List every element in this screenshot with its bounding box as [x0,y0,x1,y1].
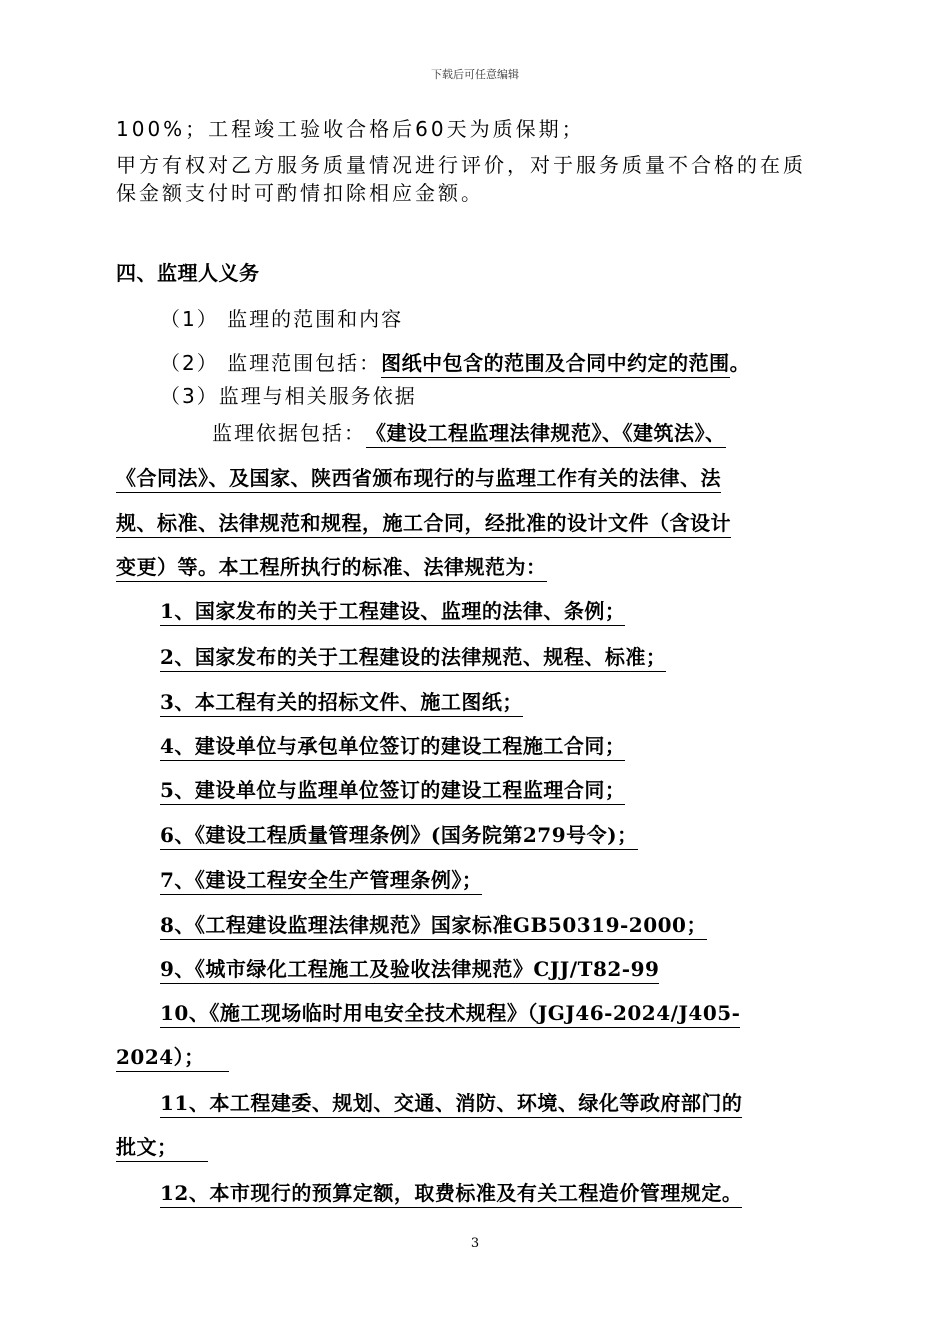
standard-item [160,1000,740,1028]
basis-prefix: 监理依据包括： [212,421,366,445]
text-line: 甲方有权对乙方服务质量情况进行评价，对于服务质量不合格的在质 [116,153,806,177]
standard-item [160,733,625,761]
underlined-text: 3、本工程有关的招标文件、施工图纸； [160,689,523,717]
underlined-text: 11、本工程建委、规划、交通、消防、环境、绿化等政府部门的 [160,1090,742,1118]
underlined-text: 8、《工程建设监理法律规范》国家标准GB50319-2000； [160,912,707,940]
page-number: 3 [470,1236,480,1251]
standard-item-continued [116,1134,208,1162]
list-item: （1） 监理的范围和内容 [160,307,404,331]
underlined-text: 12、本市现行的预算定额，取费标准及有关工程造价管理规定。 [160,1180,742,1208]
paragraph-line [116,465,721,493]
underlined-text: 5、建设单位与监理单位签订的建设工程监理合同； [160,777,625,805]
list-item [160,350,750,378]
standard-item-continued [116,1044,229,1072]
item-suffix: 。 [729,351,751,375]
standard-item [160,1180,742,1208]
paragraph-line [212,420,726,448]
standard-item [160,598,625,626]
underlined-text: 批文； [116,1134,208,1162]
underlined-text: 9、《城市绿化工程施工及验收法律规范》CJJ/T82-99 [160,956,659,984]
underlined-text: 《建设工程监理法律规范》、《建筑法》、 [366,420,726,448]
standard-item [160,777,625,805]
text-line: 100%；工程竣工验收合格后60天为质保期； [116,117,585,141]
page-header: 下载后可任意编辑 [431,68,519,81]
underlined-text: 6、《建设工程质量管理条例》(国务院第279号令)； [160,822,638,850]
underlined-text: 2、国家发布的关于工程建设的法律规范、规程、标准； [160,644,666,672]
text-line: 保金额支付时可酌情扣除相应金额。 [116,181,484,205]
underlined-text: 10、《施工现场临时用电安全技术规程》（JGJ46-2024/J405- [160,1000,740,1028]
paragraph-line [116,510,731,538]
paragraph-line [116,554,547,582]
standard-item [160,1090,742,1118]
standard-item [160,956,659,984]
underlined-text: 2024）； [116,1044,229,1072]
underlined-text: 图纸中包含的范围及合同中约定的范围 [381,350,730,378]
standard-item [160,867,482,895]
standard-item [160,912,707,940]
underlined-text: 规、标准、法律规范和规程，施工合同，经批准的设计文件（含设计 [116,510,731,538]
underlined-text: 《合同法》、及国家、陕西省颁布现行的与监理工作有关的法律、法 [116,465,721,493]
standard-item [160,644,666,672]
standard-item [160,689,523,717]
underlined-text: 变更）等。本工程所执行的标准、法律规范为： [116,554,547,582]
underlined-text: 7、《建设工程安全生产管理条例》； [160,867,482,895]
list-item: （3）监理与相关服务依据 [160,384,417,408]
standard-item [160,822,638,850]
section-title: 四、监理人义务 [116,261,260,285]
item-prefix: （2） 监理范围包括： [160,351,382,375]
underlined-text: 4、建设单位与承包单位签订的建设工程施工合同； [160,733,625,761]
underlined-text: 1、国家发布的关于工程建设、监理的法律、条例； [160,598,625,626]
